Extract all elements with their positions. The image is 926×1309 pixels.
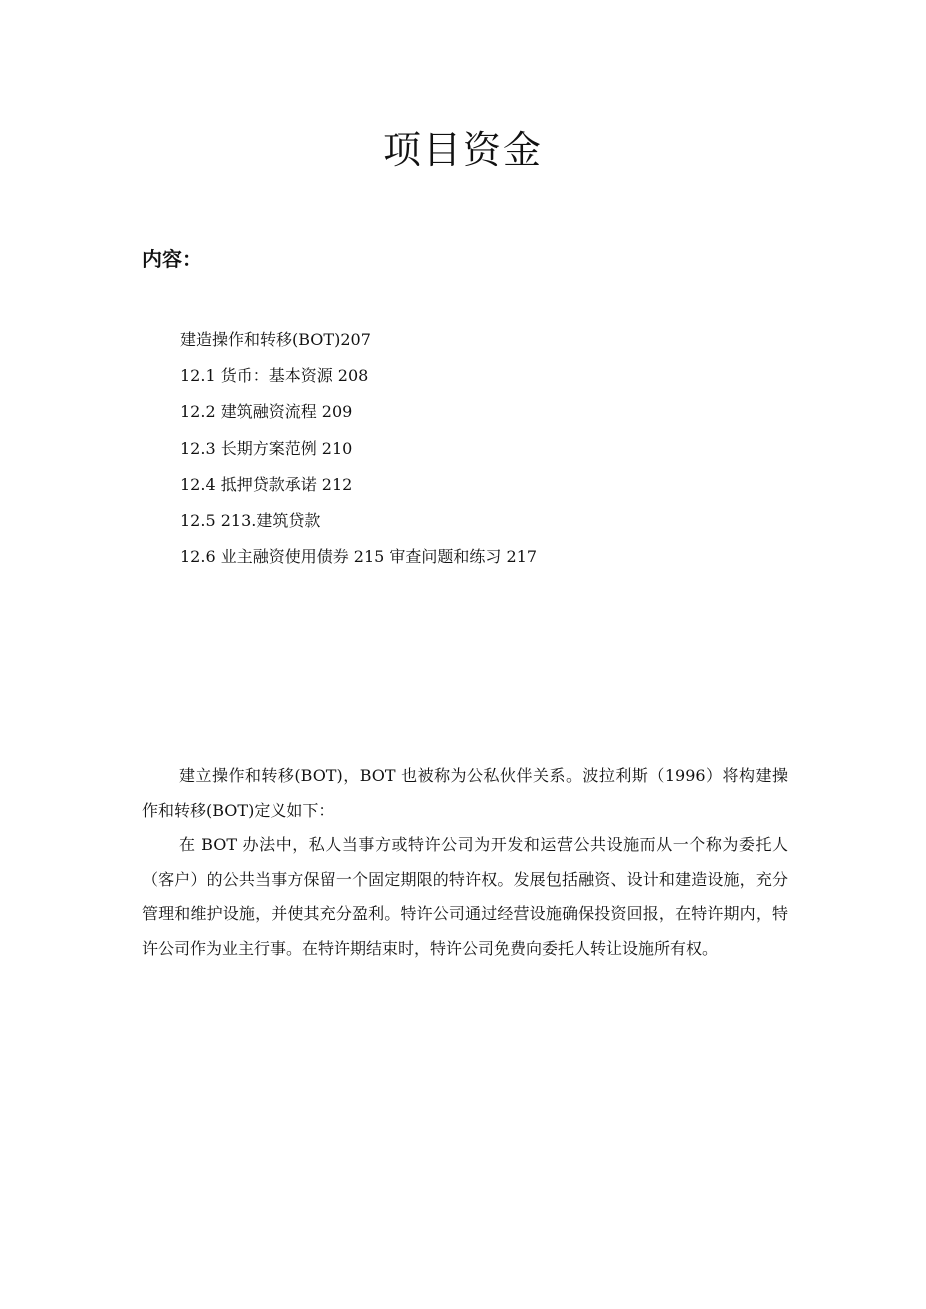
page-title: 项目资金: [382, 128, 543, 172]
body-text: [142, 759, 788, 966]
toc-heading: 内容：: [142, 247, 202, 271]
paragraph-bot-definition: 在 BOT 办法中，私人当事方或特许公司为开发和运营公共设施而从一个称为委托人（客户）的公共当事方保留一个固定期限的特许权。发展包括融资、设计和建造设施，充分管理和维护设施，并使其充分盈利。特许公司通过经营设施确保投资回报，在特许期内，特许公司作为业主行事。在特许期结束时，特许公司免费向委托人转让设施所有权。: [142, 835, 788, 958]
toc-item: 12.6 业主融资使用债券 215 审查问题和练习 217: [180, 547, 538, 567]
toc-item: 12.2 建筑融资流程 209: [180, 402, 353, 422]
paragraph-bot-intro: 建立操作和转移(BOT)，BOT 也被称为公私伙伴关系。波拉利斯（1996）将构建操作和转移(BOT)定义如下：: [142, 766, 788, 820]
toc-item: 12.3 长期方案范例 210: [180, 438, 353, 458]
table-of-contents: [180, 322, 537, 575]
toc-item: 12.1 货币：基本资源 208: [180, 366, 369, 386]
toc-item: 12.5 213.建筑贷款: [180, 510, 321, 530]
toc-item: 建造操作和转移(BOT)207: [180, 330, 371, 349]
toc-item: 12.4 抵押贷款承诺 212: [180, 474, 353, 494]
